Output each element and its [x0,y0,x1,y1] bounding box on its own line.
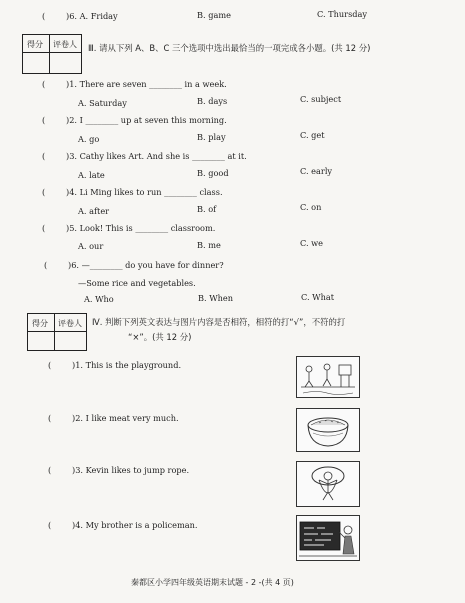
option-c: C. Thursday [317,9,368,19]
question-stem: )2. I ________ up at seven this morning. [66,115,227,125]
paren: ( [48,360,52,370]
section-title-cont: “×”。(共 12 分) [128,332,192,342]
answer-line: —Some rice and vegetables. [78,278,196,288]
option-c: C. we [300,238,324,248]
paren: ( [42,223,46,233]
score-label: 得分 [27,40,43,49]
option-b: B. game [197,10,231,20]
rice-bowl-icon [297,409,359,451]
paren: ( [48,465,52,475]
page-footer: 秦都区小学四年级英语期末试题 - 2 -(共 4 页) [131,578,294,587]
question-stem: )4. Li Ming likes to run ________ class. [66,187,223,197]
paren: ( [44,260,48,270]
judge-statement: )2. I like meat very much. [72,413,179,423]
score-box [22,34,82,74]
teacher-blackboard-picture [296,515,360,561]
grader-label: 评卷人 [53,40,77,49]
question-stem: )1. There are seven ________ in a week. [66,79,227,89]
option-a: A. our [78,241,104,251]
section-title: Ⅳ. 判断下列英文表达与图片内容是否相符，相符的打“√”，不符的打 [92,317,346,327]
option-c: C. What [301,292,335,302]
playground-picture [296,356,360,398]
jump-rope-icon [297,462,359,506]
judge-statement: )3. Kevin likes to jump rope. [72,465,190,475]
option-c: C. on [300,202,322,212]
score-box [27,313,87,351]
option-a: A. Saturday [78,98,127,108]
option-a: A. go [78,134,100,144]
judge-statement: )4. My brother is a policeman. [72,520,198,530]
option-a: A. after [78,206,110,216]
rice-bowl-picture [296,408,360,452]
option-b: B. of [197,204,217,214]
option-a: A. Who [84,294,114,304]
option-b: B. good [197,168,229,178]
score-label: 得分 [32,319,48,328]
option-c: C. get [300,130,325,140]
paren: ( [42,187,46,197]
paren: ( [42,79,46,89]
paren: ( [48,520,52,530]
playground-icon [297,357,359,397]
option-b: B. play [197,132,226,142]
option-b: B. me [197,240,221,250]
question-stem: )6. —________ do you have for dinner? [68,260,224,270]
option-a: A. late [78,170,105,180]
question-stem: )6. A. Friday [66,11,118,21]
teacher-blackboard-icon [297,516,359,560]
paren: ( [42,151,46,161]
paren: ( [42,115,46,125]
option-c: C. subject [300,94,342,104]
option-b: B. days [197,96,228,106]
paren: ( [48,413,52,423]
jump-rope-picture [296,461,360,507]
paren: ( [42,11,46,21]
judge-statement: )1. This is the playground. [72,360,182,370]
question-stem: )5. Look! This is ________ classroom. [66,223,216,233]
option-b: B. When [198,293,234,303]
grader-label: 评卷人 [58,319,82,328]
option-c: C. early [300,166,333,176]
question-stem: )3. Cathy likes Art. And she is ________ at it. [66,151,247,161]
section-title: Ⅲ. 请从下列 A、B、C 三个选项中选出最恰当的一项完成各小题。(共 12 分) [88,43,371,53]
